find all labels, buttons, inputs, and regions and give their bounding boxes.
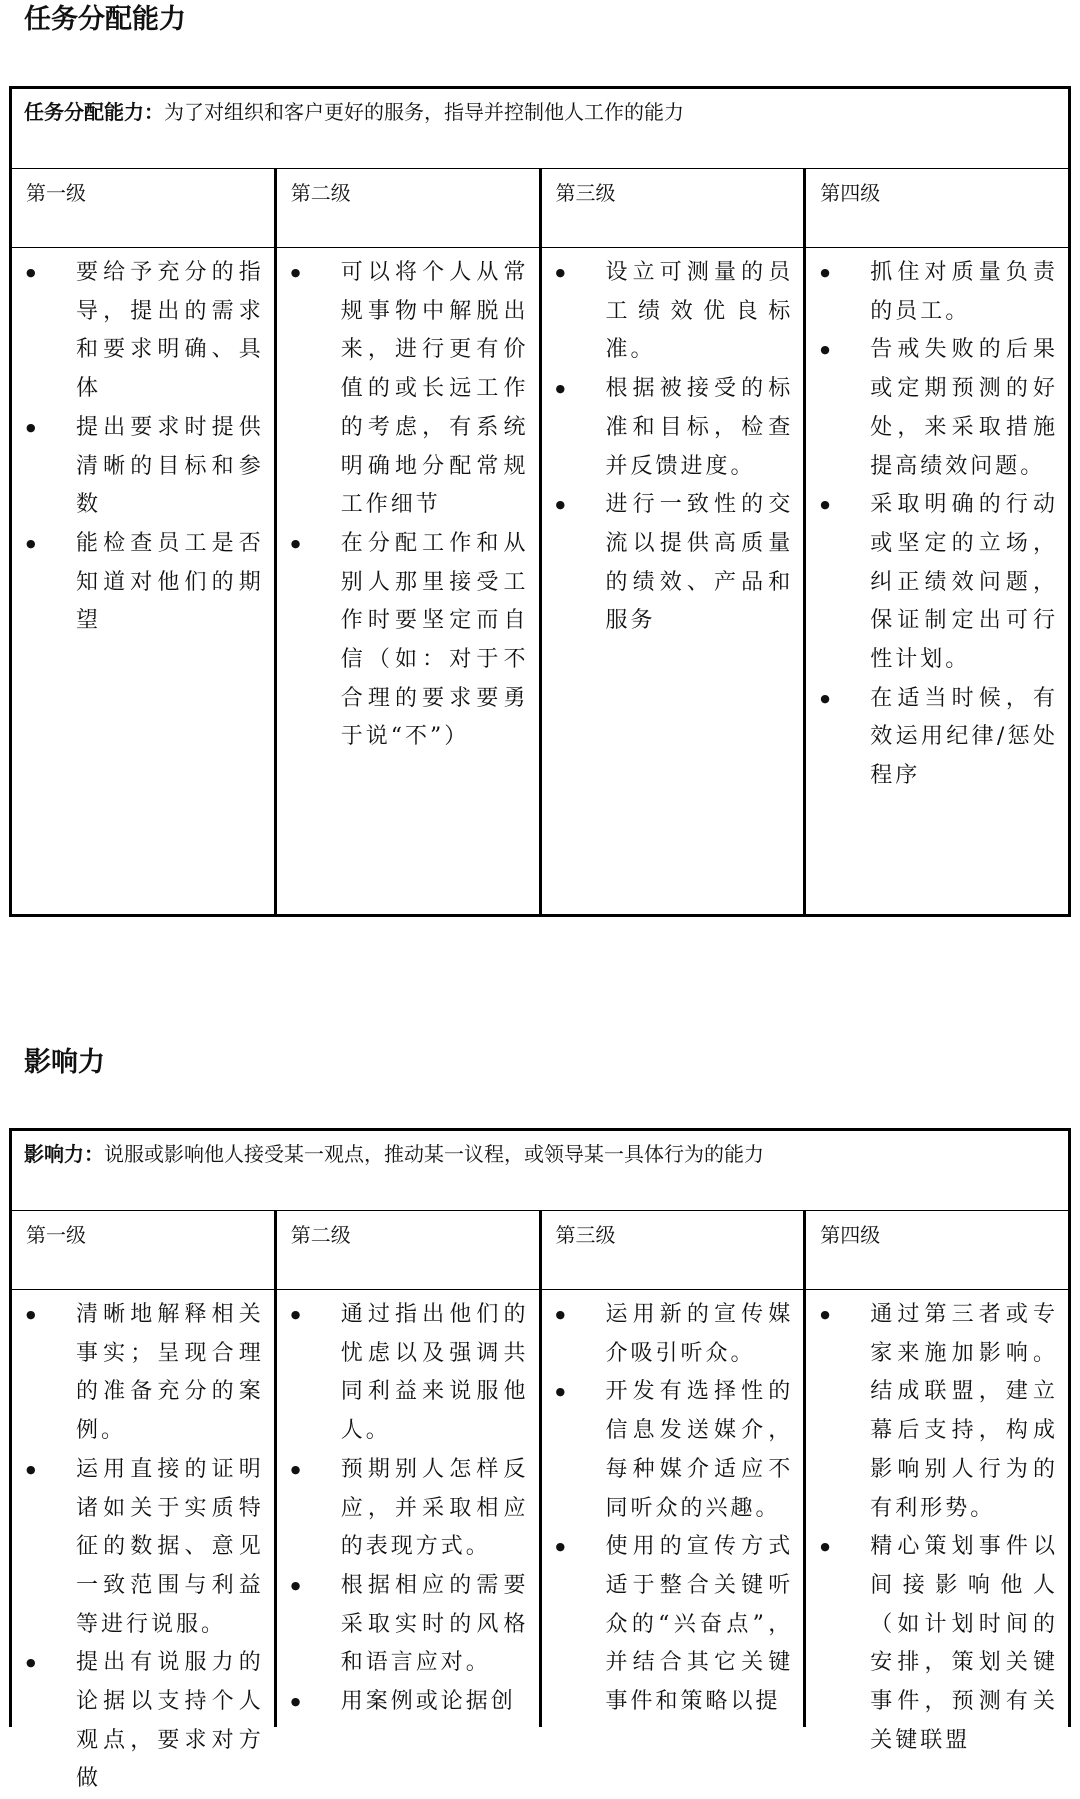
level-2-bullet-list: [285, 254, 529, 757]
definition-label: 任务分配能力：: [24, 100, 164, 124]
bullet-item: ● 根据相应的需要采取实时的风格和语言应对。: [285, 1567, 529, 1683]
bullet-item: ● 运用直接的证明诸如关于实质特征的数据、意见一致范围与利益等进行说服。: [20, 1451, 264, 1645]
level-2-column: [274, 1290, 539, 1727]
bullet-item: ● 运用新的宣传媒介吸引听众。: [550, 1296, 794, 1373]
level-1-bullet-list: [20, 1296, 264, 1799]
bullet-item: ● 要给予充分的指导，提出的需求和要求明确、具体: [20, 254, 264, 409]
bullet-item: ● 设立可测量的员工绩效优良标准。: [550, 254, 794, 370]
bullet-item: ● 用案例或论据创: [285, 1683, 529, 1722]
definition-label: 影响力：: [24, 1142, 104, 1166]
bullet-item: ● 抓住对质量负责的员工。: [814, 254, 1058, 331]
bullet-item: ● 采取明确的行动或坚定的立场，纠正绩效问题，保证制定出可行性计划。: [814, 486, 1058, 680]
bullet-item: ● 可以将个人从常规事物中解脱出来，进行更有价值的或长远工作的考虑，有系统明确地分配常规工作细节: [285, 254, 529, 525]
level-3-bullet-list: [550, 254, 794, 641]
definition-text: 说服或影响他人接受某一观点，推动某一议程，或领导某一具体行为的能力: [104, 1142, 764, 1166]
bullet-item: ● 清晰地解释相关事实；呈现合理的准备充分的案例。: [20, 1296, 264, 1451]
bullet-item: ● 开发有选择性的信息发送媒介，每种媒介适应不同听众的兴趣。: [550, 1373, 794, 1528]
definition-row: [12, 89, 1068, 169]
bullet-item: ● 通过指出他们的忧虑以及强调共同利益来说服他人。: [285, 1296, 529, 1451]
level-header-1: 第一级: [26, 1223, 86, 1247]
level-2-bullet-list: [285, 1296, 529, 1722]
level-header-2: 第二级: [274, 169, 539, 247]
level-1-column: [12, 1290, 274, 1792]
level-4-column: [803, 1290, 1068, 1753]
bullet-item: ● 提出有说服力的论据以支持个人观点，要求对方做: [20, 1644, 264, 1799]
level-header-1: 第一级: [26, 181, 86, 205]
bullet-item: ● 告戒失败的后果或定期预测的好处，来采取措施提高绩效问题。: [814, 331, 1058, 486]
level-1-column: [12, 248, 274, 914]
competency-table-influence: [9, 1128, 1071, 1792]
bullet-item: ● 通过第三者或专家来施加影响。结成联盟，建立幕后支持，构成影响别人行为的有利形势。: [814, 1296, 1058, 1528]
section-title-influence: 影响力: [24, 1047, 105, 1078]
level-header-4: 第四级: [803, 1211, 1068, 1289]
level-1-bullet-list: [20, 254, 264, 641]
level-4-bullet-list: [814, 1296, 1058, 1760]
bullet-item: ● 在适当时候，有效运用纪律/惩处程序: [814, 680, 1058, 796]
level-content-row: [12, 248, 1068, 914]
bullet-item: ● 精心策划事件以间接影响他人（如计划时间的安排，策划关键事件，预测有关关键联盟: [814, 1528, 1058, 1760]
level-content-row: [12, 1290, 1068, 1792]
level-3-bullet-list: [550, 1296, 794, 1722]
level-header-3: 第三级: [539, 169, 804, 247]
level-header-4: 第四级: [803, 169, 1068, 247]
level-header-2: 第二级: [274, 1211, 539, 1289]
level-4-bullet-list: [814, 254, 1058, 796]
competency-table-task-assignment: [9, 86, 1071, 917]
bullet-item: ● 预期别人怎样反应，并采取相应的表现方式。: [285, 1451, 529, 1567]
bullet-item: ● 进行一致性的交流以提供高质量的绩效、产品和服务: [550, 486, 794, 641]
level-4-column: [803, 248, 1068, 914]
levels-header-row: [12, 169, 1068, 248]
bullet-item: ● 在分配工作和从别人那里接受工作时要坚定而自信（如：对于不合理的要求要勇于说“不”）: [285, 525, 529, 757]
levels-header-row: [12, 1211, 1068, 1290]
level-3-column: [539, 248, 804, 914]
level-header-3: 第三级: [539, 1211, 804, 1289]
level-2-column: [274, 248, 539, 914]
section-title-task-assignment: 任务分配能力: [24, 4, 186, 35]
bullet-item: ● 根据被接受的标准和目标，检查并反馈进度。: [550, 370, 794, 486]
bullet-item: ● 使用的宣传方式适于整合关键听众的“兴奋点”，并结合其它关键事件和策略以提: [550, 1528, 794, 1722]
level-3-column: [539, 1290, 804, 1727]
definition-row: [12, 1131, 1068, 1211]
bullet-item: ● 提出要求时提供清晰的目标和参数: [20, 409, 264, 525]
bullet-item: ● 能检查员工是否知道对他们的期望: [20, 525, 264, 641]
definition-text: 为了对组织和客户更好的服务，指导并控制他人工作的能力: [164, 100, 684, 124]
